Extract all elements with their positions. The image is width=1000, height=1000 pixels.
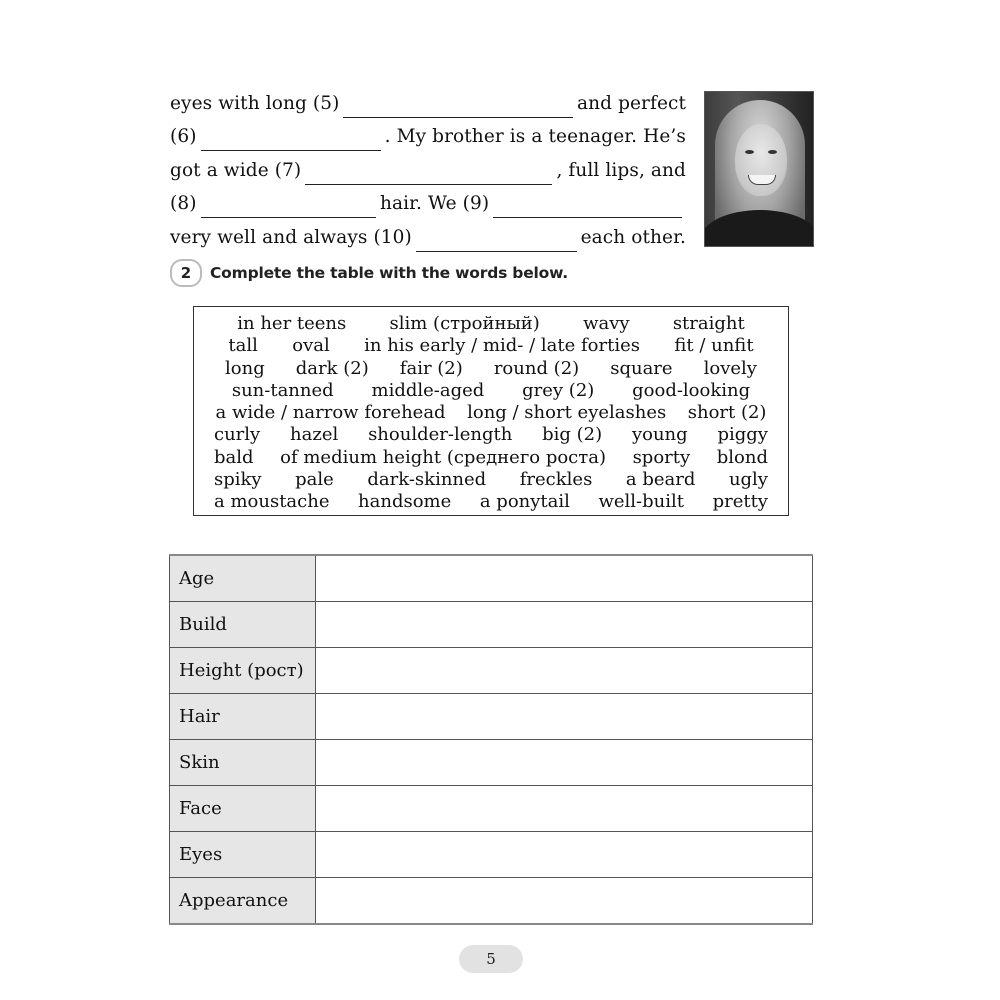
word-item: in her teens	[237, 313, 347, 334]
word-item: well-built	[598, 491, 684, 513]
cloze-text-segment: , full lips, and	[556, 159, 686, 181]
cloze-text-segment: got a wide (7)	[170, 159, 302, 181]
task-instruction: Complete the table with the words below.	[210, 264, 568, 282]
word-row	[194, 424, 788, 446]
cloze-text-segment: . My brother is a teenager. He’s	[384, 126, 686, 147]
word-item: freckles	[519, 469, 593, 491]
table-row	[170, 694, 813, 740]
table-row	[170, 648, 813, 694]
word-item: hazel	[290, 424, 339, 446]
word-item: lovely	[703, 357, 757, 379]
word-item: a moustache	[214, 491, 330, 513]
word-item: dark (2)	[295, 357, 369, 379]
word-item: straight	[672, 313, 745, 334]
portrait-photo	[704, 91, 814, 247]
cloze-line-3	[170, 151, 686, 185]
answer-cell[interactable]	[316, 832, 813, 878]
word-item: handsome	[358, 491, 452, 513]
word-item: pretty	[712, 491, 768, 513]
word-row	[194, 380, 788, 402]
word-item: bald	[214, 446, 254, 468]
word-row	[194, 358, 788, 380]
word-item: fair (2)	[399, 357, 463, 379]
word-item: a wide / narrow forehead	[215, 402, 446, 424]
cloze-text-segment: hair. We (9)	[379, 193, 490, 214]
word-item: pale	[295, 469, 334, 491]
word-item: young	[631, 424, 688, 446]
cloze-line-4	[170, 185, 686, 219]
answer-blank-7[interactable]	[305, 168, 552, 185]
answer-blank-5[interactable]	[343, 101, 573, 118]
word-item: good-looking	[632, 379, 751, 401]
word-item: sporty	[632, 446, 691, 468]
word-item: long	[225, 357, 265, 379]
answer-blank-8[interactable]	[201, 201, 376, 218]
word-item: sun-tanned	[231, 379, 334, 401]
answer-cell[interactable]	[316, 648, 813, 694]
word-item: shoulder-length	[368, 424, 513, 446]
row-label: Face	[170, 786, 316, 832]
task-heading	[170, 259, 568, 287]
word-item: spiky	[214, 469, 262, 491]
row-label: Eyes	[170, 832, 316, 878]
word-item: piggy	[717, 424, 768, 446]
word-item: tall	[228, 335, 258, 357]
word-item: blond	[716, 446, 768, 468]
classification-table	[169, 554, 813, 925]
cloze-text	[170, 84, 686, 252]
word-item: round (2)	[493, 357, 580, 379]
answer-blank-9[interactable]	[493, 201, 682, 218]
table-row	[170, 740, 813, 786]
word-item: ugly	[728, 469, 768, 491]
word-item: curly	[214, 424, 261, 446]
word-row	[194, 469, 788, 491]
word-item: middle-aged	[371, 379, 485, 401]
cloze-text-segment: and perfect	[577, 92, 686, 114]
word-item: fit / unfit	[674, 335, 754, 357]
word-item: grey (2)	[522, 379, 595, 401]
answer-cell[interactable]	[316, 786, 813, 832]
table-row	[170, 878, 813, 925]
word-item: a ponytail	[479, 491, 570, 513]
table-row	[170, 786, 813, 832]
word-item: short (2)	[687, 402, 767, 424]
word-item: a beard	[625, 469, 696, 491]
page-number: 5	[459, 945, 523, 973]
word-row	[194, 402, 788, 424]
row-label: Appearance	[170, 878, 316, 925]
table-row	[170, 832, 813, 878]
word-row	[194, 447, 788, 469]
cloze-text-segment: (6)	[170, 126, 197, 147]
word-item: long / short eyelashes	[467, 402, 667, 424]
row-label: Age	[170, 555, 316, 602]
row-label: Skin	[170, 740, 316, 786]
word-row	[194, 335, 788, 357]
row-label: Height (рост)	[170, 648, 316, 694]
table-row	[170, 602, 813, 648]
word-item: square	[610, 357, 673, 379]
word-item: big (2)	[542, 424, 603, 446]
row-label: Hair	[170, 694, 316, 740]
row-label: Build	[170, 602, 316, 648]
answer-blank-6[interactable]	[201, 134, 381, 151]
answer-cell[interactable]	[316, 602, 813, 648]
word-box	[193, 306, 789, 516]
cloze-line-5	[170, 218, 686, 252]
word-item: slim (стройный)	[389, 313, 540, 334]
cloze-text-segment: eyes with long (5)	[170, 92, 340, 114]
word-item: of medium height (среднего роста)	[280, 446, 606, 468]
task-number-badge: 2	[170, 259, 202, 287]
answer-cell[interactable]	[316, 694, 813, 740]
word-row	[194, 313, 788, 335]
cloze-text-segment: each other.	[580, 226, 686, 248]
word-row	[194, 491, 788, 513]
answer-cell[interactable]	[316, 878, 813, 925]
word-item: dark-skinned	[367, 469, 487, 491]
word-item: wavy	[583, 313, 630, 334]
table-row	[170, 555, 813, 602]
cloze-text-segment: very well and always (10)	[170, 226, 412, 248]
answer-cell[interactable]	[316, 740, 813, 786]
answer-blank-10[interactable]	[416, 235, 577, 252]
cloze-line-2	[170, 118, 686, 152]
word-item: in his early / mid- / late forties	[364, 335, 640, 357]
word-item: oval	[292, 335, 330, 357]
cloze-text-segment: (8)	[170, 193, 197, 214]
answer-cell[interactable]	[316, 555, 813, 602]
cloze-line-1	[170, 84, 686, 118]
